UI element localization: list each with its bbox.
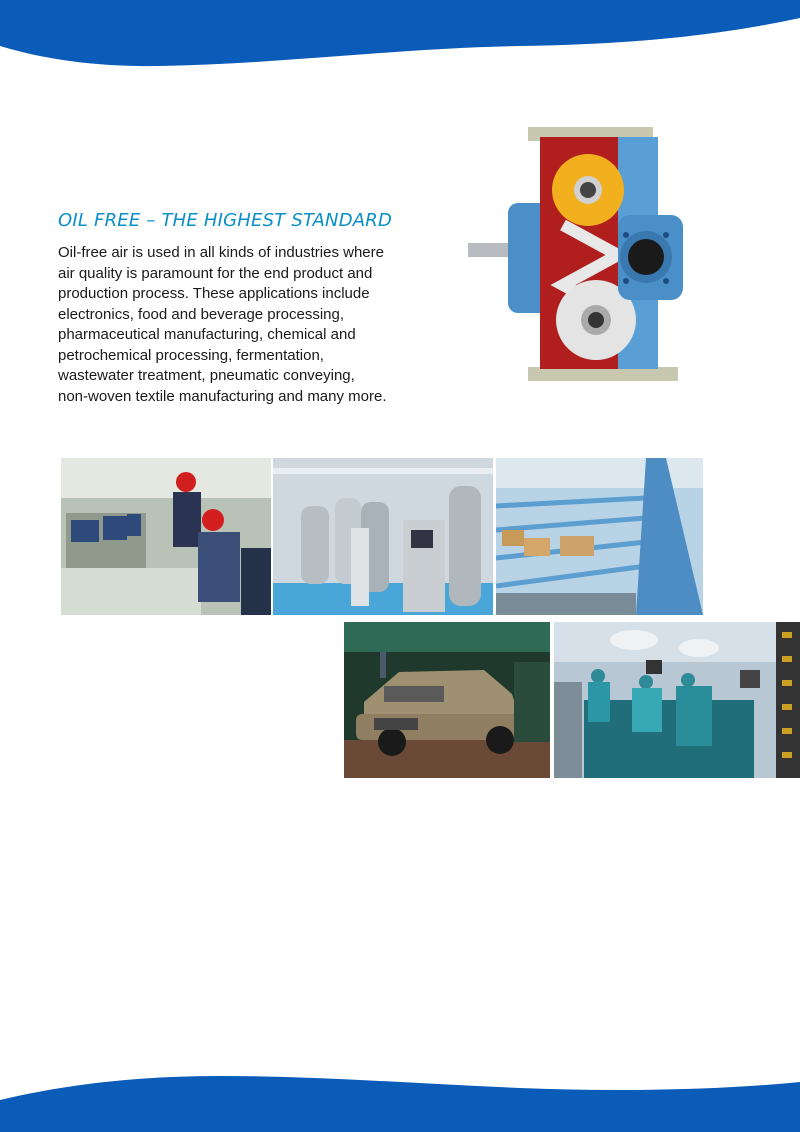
section-body-text: Oil-free air is used in all kinds of industries where air quality is paramount for the end product and production process. These applications include electronics, food and beverage processing, pharmaceutical manufacturing, chemical and petrochemical processing, fermentation, wastewater treatment, pneumatic conveying, non-woven textile manufacturing and many more. [58,244,387,405]
top-wave-band [0,0,800,70]
fermentation-tanks-photo [273,458,493,615]
conveyor-photo [496,458,703,615]
car-photo [344,622,550,778]
bottom-wave-band [0,1072,800,1132]
section-heading: OIL FREE – THE HIGHEST STANDARD [58,210,393,231]
surgery-photo [554,622,800,778]
control-room-photo [61,458,271,615]
compressor-cutaway-image [468,125,688,383]
